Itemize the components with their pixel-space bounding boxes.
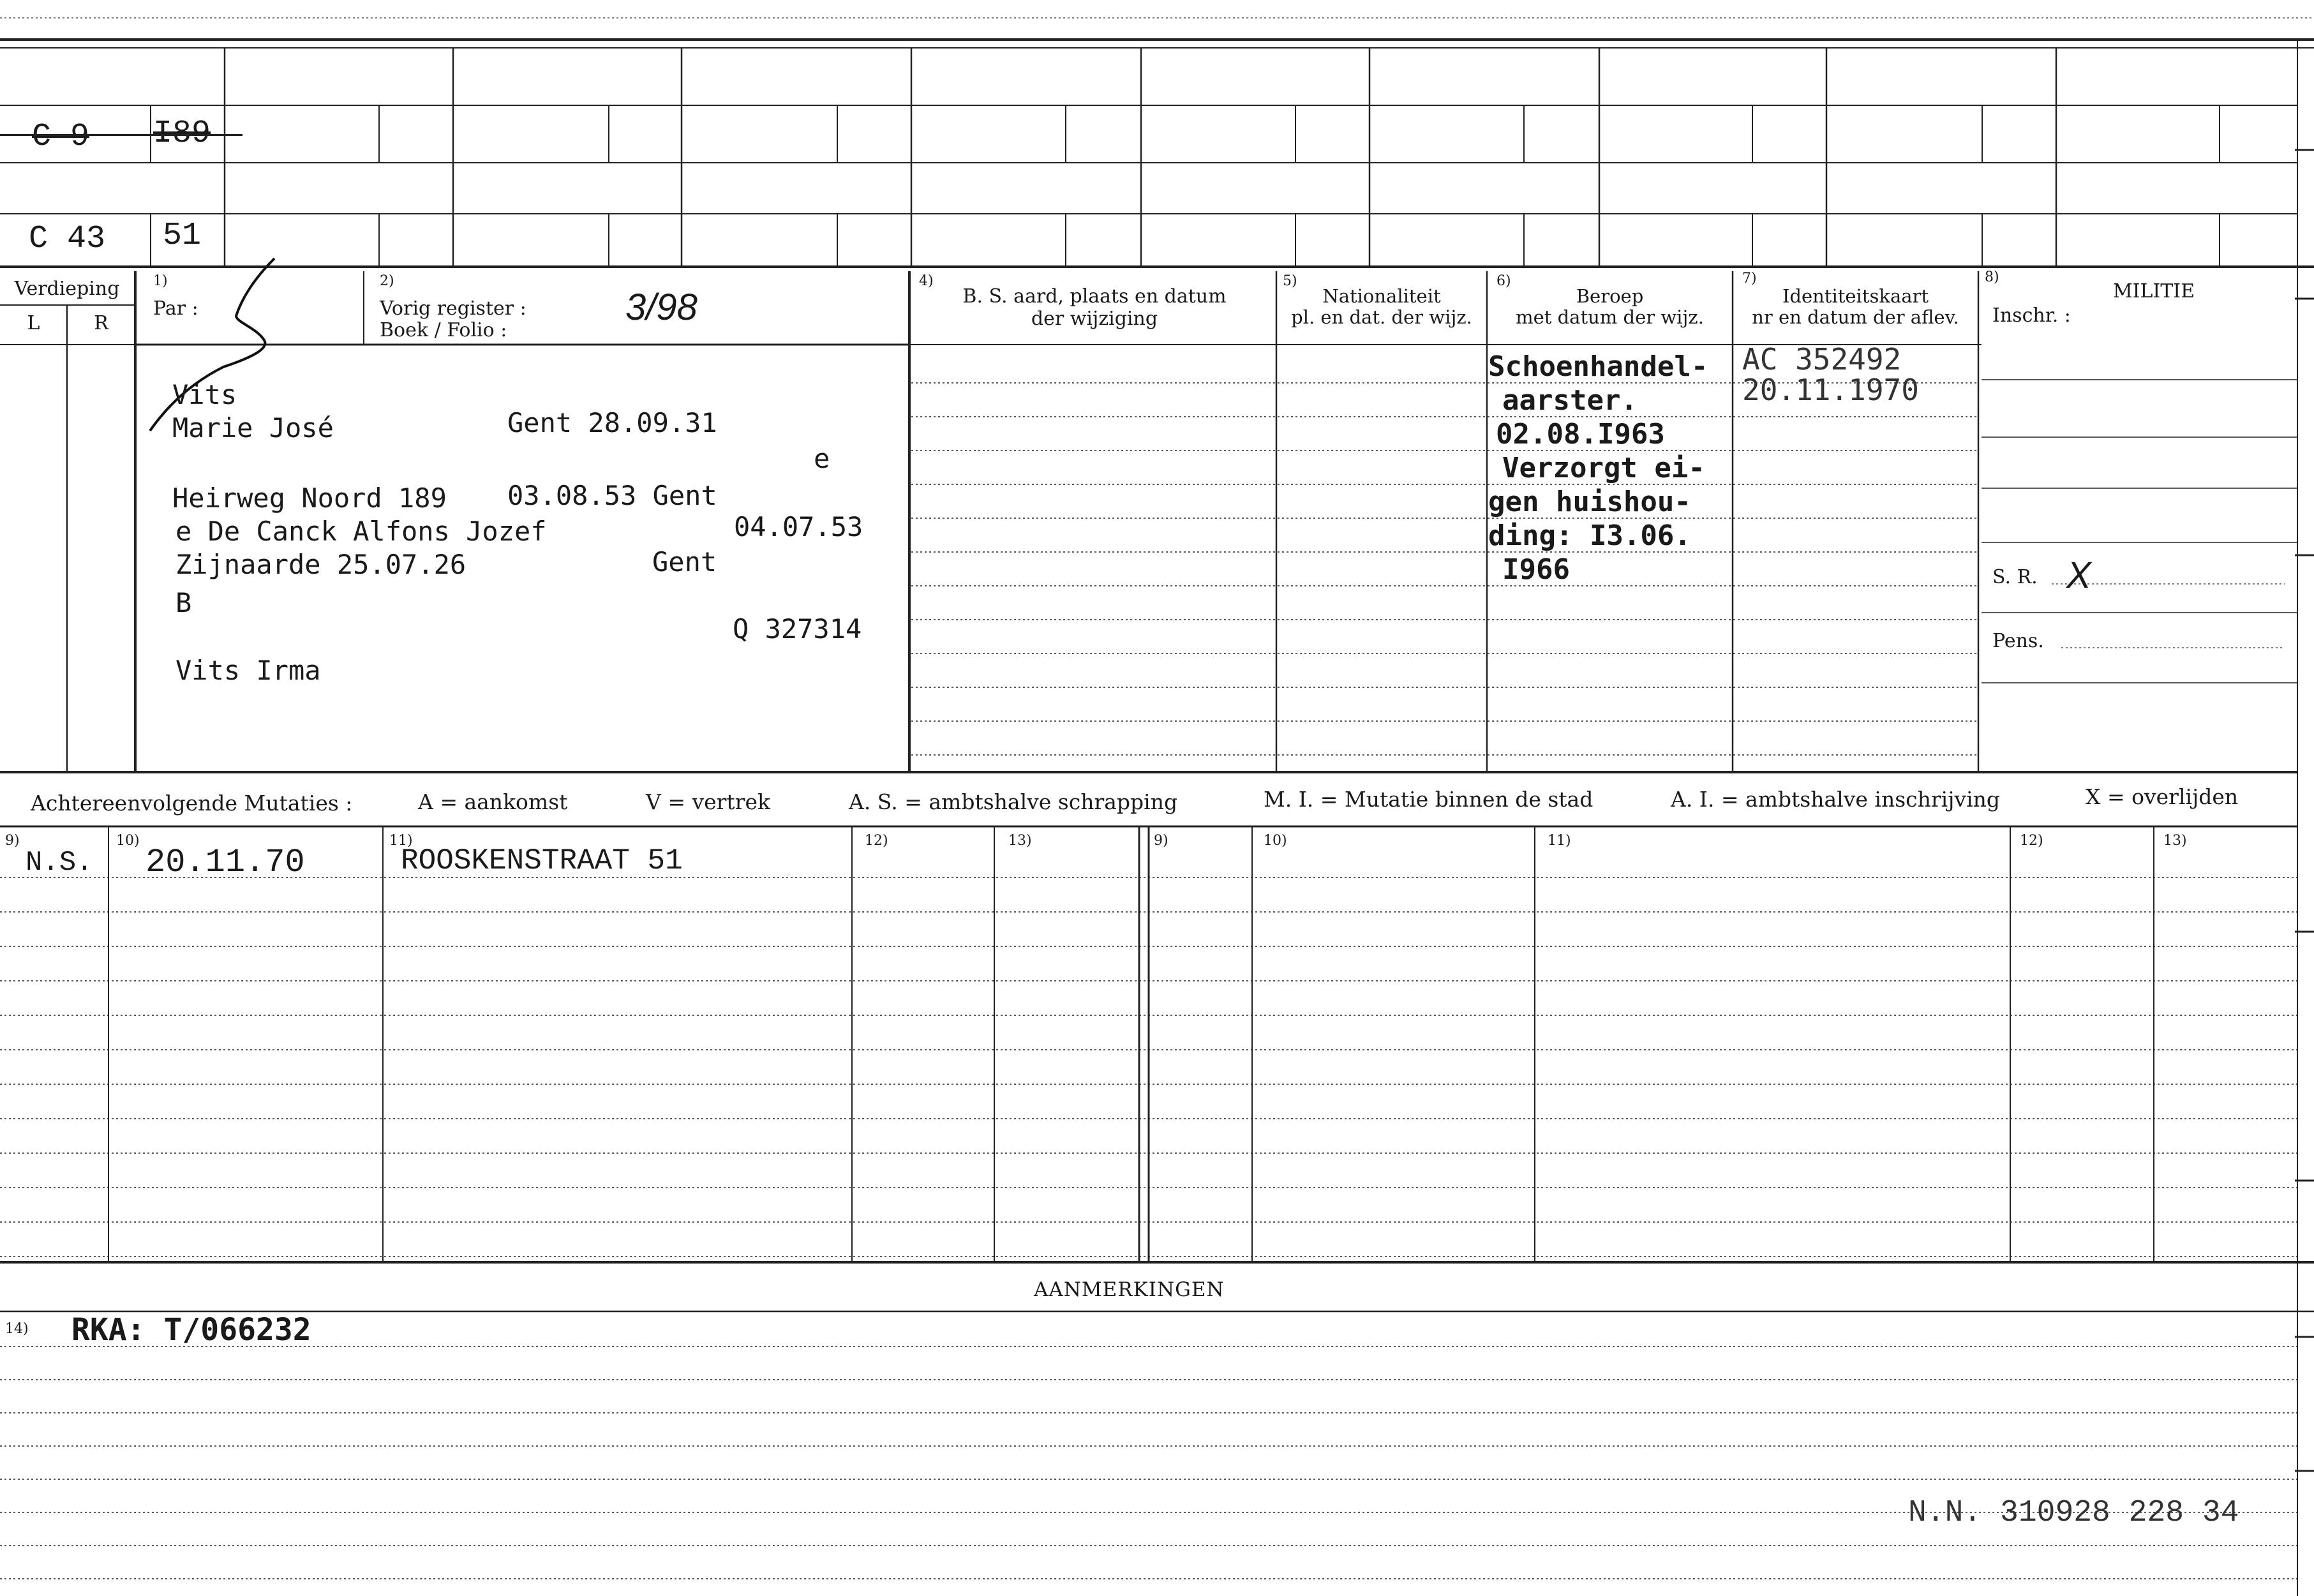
b-mark: B xyxy=(175,587,192,618)
beroep-header xyxy=(1487,286,1733,329)
id-number: 7) xyxy=(1742,271,1757,287)
mutation-type: N.S. xyxy=(26,847,93,879)
col-9: 9) xyxy=(5,833,20,849)
verdieping-header: Verdieping xyxy=(14,278,120,300)
nn-number: N.N. 310928 228 34 xyxy=(1908,1496,2239,1530)
person-birth: Gent 28.09.31 xyxy=(507,407,717,438)
other-person: Vits Irma xyxy=(175,655,321,686)
rka-number: RKA: T/066232 xyxy=(71,1312,311,1348)
identity-number: AC 352492 xyxy=(1742,342,1902,377)
col-13b: 13) xyxy=(2163,833,2187,849)
e-mark: e xyxy=(814,443,830,474)
col-13: 13) xyxy=(1008,833,1032,849)
legend-inschrijving: A. I. = ambtshalve inschrijving xyxy=(1671,787,2001,812)
strike-line xyxy=(0,134,243,136)
row2-code: C 43 xyxy=(29,221,106,257)
militie-number: 8) xyxy=(1985,269,1999,285)
sr-value: X xyxy=(2066,555,2091,596)
id-header xyxy=(1733,286,1978,329)
beroep-number: 6) xyxy=(1497,273,1511,289)
nat-line1: Nationaliteit xyxy=(1322,285,1441,307)
par-label: Par : xyxy=(153,297,198,320)
beroep-line2: met datum der wijz. xyxy=(1516,306,1704,329)
col-12b: 12) xyxy=(2020,833,2043,849)
par-number: 1) xyxy=(153,273,168,289)
bs-number: 4) xyxy=(919,273,934,289)
beroep-entry-line4: Verzorgt ei- xyxy=(1502,452,1705,484)
verdieping-r-header: R xyxy=(94,312,108,334)
sr-label: S. R. xyxy=(1992,566,2038,588)
mutaties-title: Achtereenvolgende Mutaties : xyxy=(31,791,353,816)
beroep-entry-line5: gen huishou- xyxy=(1488,486,1691,518)
vorig-number: 2) xyxy=(380,273,394,289)
col-9b: 9) xyxy=(1154,833,1168,849)
boek-folio-label: Boek / Folio : xyxy=(380,319,507,341)
verdieping-l-header: L xyxy=(27,312,40,334)
legend-aankomst: A = aankomst xyxy=(418,789,568,814)
identity-date: 20.11.1970 xyxy=(1742,373,1919,407)
col-10b: 10) xyxy=(1264,833,1287,849)
beroep-entry-line6: ding: I3.06. xyxy=(1488,519,1691,552)
mutation-date: 20.11.70 xyxy=(146,844,305,881)
aanmerkingen-number: 14) xyxy=(5,1321,29,1337)
q-number: Q 327314 xyxy=(733,613,862,645)
spouse-birth: Zijnaarde 25.07.26 xyxy=(175,549,467,580)
boek-folio-value: 3/98 xyxy=(625,287,698,328)
beroep-entry xyxy=(1488,350,1708,586)
id-line1: Identiteitskaart xyxy=(1782,285,1929,307)
nat-header xyxy=(1276,286,1487,329)
nat-line2: pl. en dat. der wijz. xyxy=(1291,306,1472,329)
legend-mutatie: M. I. = Mutatie binnen de stad xyxy=(1264,787,1594,812)
person-address: Heirweg Noord 189 xyxy=(172,482,447,514)
beroep-entry-line3: 02.08.I963 xyxy=(1496,418,1665,451)
person-address-date: 03.08.53 Gent xyxy=(507,480,717,511)
beroep-entry-line7: I966 xyxy=(1502,553,1570,586)
col-11: 11) xyxy=(389,833,413,849)
inschr-label: Inschr. : xyxy=(1992,304,2071,327)
vorig-register-header xyxy=(380,273,526,342)
row1-code: C 9 xyxy=(32,119,90,155)
col-10: 10) xyxy=(116,833,140,849)
beroep-entry-line2: aarster. xyxy=(1502,384,1638,417)
row2-number: 51 xyxy=(163,218,202,254)
aanmerkingen-title: AANMERKINGEN xyxy=(1034,1278,1225,1301)
id-line2: nr en datum der aflev. xyxy=(1752,306,1959,329)
beroep-entry-line1: Schoenhandel- xyxy=(1488,350,1708,383)
person-given-names: Marie José xyxy=(172,412,334,444)
legend-overlijden: X = overlijden xyxy=(2086,784,2239,809)
bs-header xyxy=(913,286,1276,330)
bs-line1: B. S. aard, plaats en datum xyxy=(962,285,1227,308)
pens-label: Pens. xyxy=(1992,630,2044,652)
spouse: e De Canck Alfons Jozef xyxy=(175,516,547,547)
militie-header: MILITIE xyxy=(2112,280,2195,302)
spouse-place: Gent xyxy=(652,546,717,578)
person-surname: Vits xyxy=(172,379,237,410)
col-12: 12) xyxy=(865,833,888,849)
vorig-register-label: Vorig register : xyxy=(380,297,526,320)
row1-number: I89 xyxy=(153,116,211,152)
mutation-address: ROOSKENSTRAAT 51 xyxy=(401,844,683,877)
beroep-line1: Beroep xyxy=(1576,285,1644,307)
nat-number: 5) xyxy=(1283,273,1297,289)
col-11b: 11) xyxy=(1548,833,1571,849)
bs-line2: der wijziging xyxy=(1031,307,1158,330)
legend-vertrek: V = vertrek xyxy=(646,789,770,814)
legend-schrapping: A. S. = ambtshalve schrapping xyxy=(849,789,1178,814)
spouse-date: 04.07.53 xyxy=(734,511,863,542)
